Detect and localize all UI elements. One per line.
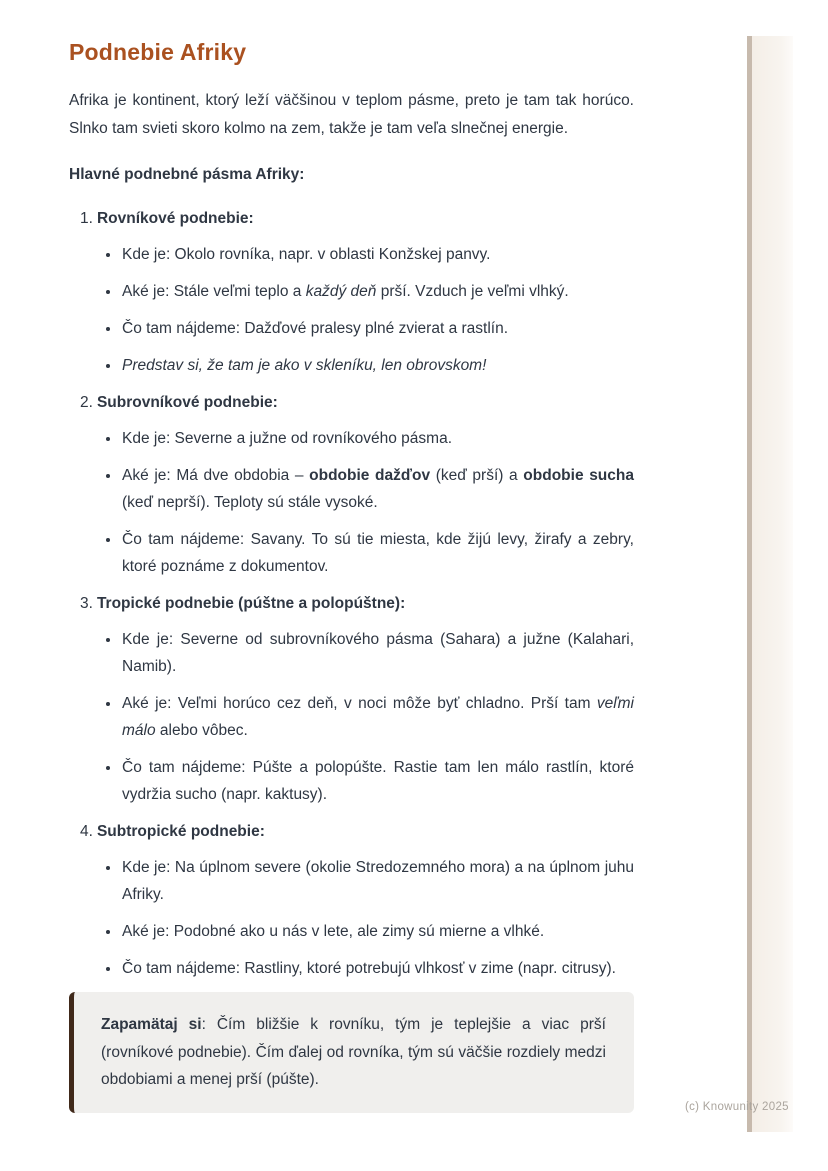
zone-heading <box>69 818 634 845</box>
zone-bullet <box>121 425 634 452</box>
zone-bullet <box>121 918 634 945</box>
callout-box <box>69 992 634 1113</box>
text-segment: Aké je: Má dve obdobia – <box>122 467 310 484</box>
zone-bullet <box>121 526 634 580</box>
text-segment: Kde je: Severne od subrovníkového pásma (Sahara) a južne (Kalahari, Namib). <box>122 631 634 675</box>
zone-name: Subtropické podnebie: <box>96 823 265 840</box>
text-segment: Kde je: Okolo rovníka, napr. v oblasti Konžskej panvy. <box>122 246 491 263</box>
text-segment: Predstav si, že tam je ako v skleníku, len obrovskom! <box>122 357 487 374</box>
zone-number: 4. <box>80 823 93 840</box>
zone-bullet-list <box>69 626 634 808</box>
text-segment: (keď prší) a <box>430 467 524 484</box>
text-segment: Čo tam nájdeme: Savany. To sú tie miesta, kde žijú levy, žirafy a zebry, ktoré poznáme z dokumentov. <box>122 531 634 575</box>
text-segment: Kde je: Na úplnom severe (okolie Stredozemného mora) a na úplnom juhu Afriky. <box>122 859 634 903</box>
text-segment: každý deň <box>305 283 377 300</box>
text-segment: veľmi málo <box>122 695 634 739</box>
callout-text <box>101 1011 606 1094</box>
text-segment: Zapamätaj si <box>101 1016 202 1033</box>
zone-number: 1. <box>80 210 93 227</box>
climate-zone-section <box>69 205 634 379</box>
section-subtitle: Hlavné podnebné pásma Afriky: <box>69 166 305 183</box>
document-content <box>69 38 634 1113</box>
text-segment: : Čím bližšie k rovníku, tým je teplejšie a viac prší (rovníkové podnebie). Čím ďalej od rovníka, tým sú väčšie rozdiely medzi obdobiami a menej prší (púšte). <box>101 1016 606 1088</box>
zone-bullet-list <box>69 425 634 580</box>
text-segment: Čo tam nájdeme: Rastliny, ktoré potrebujú vlhkosť v zime (napr. citrusy). <box>122 960 616 977</box>
text-segment: obdobie sucha <box>523 467 634 484</box>
zone-bullet-list <box>69 854 634 982</box>
zone-bullet <box>121 278 634 305</box>
zone-number: 3. <box>80 595 93 612</box>
zone-bullet <box>121 955 634 982</box>
zone-name: Subrovníkové podnebie: <box>96 394 278 411</box>
climate-zone-section <box>69 590 634 808</box>
zone-heading <box>69 205 634 232</box>
zone-name: Rovníkové podnebie: <box>96 210 254 227</box>
intro-paragraph: Afrika je kontinent, ktorý leží väčšinou v teplom pásme, preto je tam tak horúco. Slnko tam svieti skoro kolmo na zem, takže je tam veľa slnečnej energie. <box>69 92 634 137</box>
page-edge-strip <box>747 36 793 1132</box>
zone-name: Tropické podnebie (púštne a polopúštne): <box>96 595 406 612</box>
text-segment: alebo vôbec. <box>155 722 248 739</box>
text-segment: Kde je: Severne a južne od rovníkového pásma. <box>122 430 453 447</box>
zone-bullet <box>121 315 634 342</box>
zone-bullet-list <box>69 241 634 379</box>
text-segment: Čo tam nájdeme: Púšte a polopúšte. Rastie tam len málo rastlín, ktoré vydržia sucho (napr. kaktusy). <box>122 759 634 803</box>
zone-bullet <box>121 854 634 908</box>
zone-bullet <box>121 754 634 808</box>
zone-bullet <box>121 690 634 744</box>
zone-bullet <box>121 626 634 680</box>
climate-zone-section <box>69 389 634 580</box>
text-segment: Čo tam nájdeme: Dažďové pralesy plné zvierat a rastlín. <box>122 320 509 337</box>
zone-bullet <box>121 462 634 516</box>
climate-zone-section <box>69 818 634 982</box>
page-title: Podnebie Afriky <box>69 39 247 65</box>
text-segment: Aké je: Podobné ako u nás v lete, ale zimy sú mierne a vlhké. <box>122 923 545 940</box>
text-segment: prší. Vzduch je veľmi vlhký. <box>376 283 569 300</box>
text-segment: Aké je: Veľmi horúco cez deň, v noci môže byť chladno. Prší tam <box>122 695 597 712</box>
zone-heading <box>69 590 634 617</box>
climate-zones-list <box>69 205 634 982</box>
zone-number: 2. <box>80 394 93 411</box>
watermark: (c) Knowunity 2025 <box>685 1101 789 1113</box>
zone-bullet <box>121 352 634 379</box>
zone-heading <box>69 389 634 416</box>
text-segment: Aké je: Stále veľmi teplo a <box>122 283 306 300</box>
zone-bullet <box>121 241 634 268</box>
text-segment: (keď neprší). Teploty sú stále vysoké. <box>122 494 378 511</box>
text-segment: obdobie dažďov <box>309 467 431 484</box>
